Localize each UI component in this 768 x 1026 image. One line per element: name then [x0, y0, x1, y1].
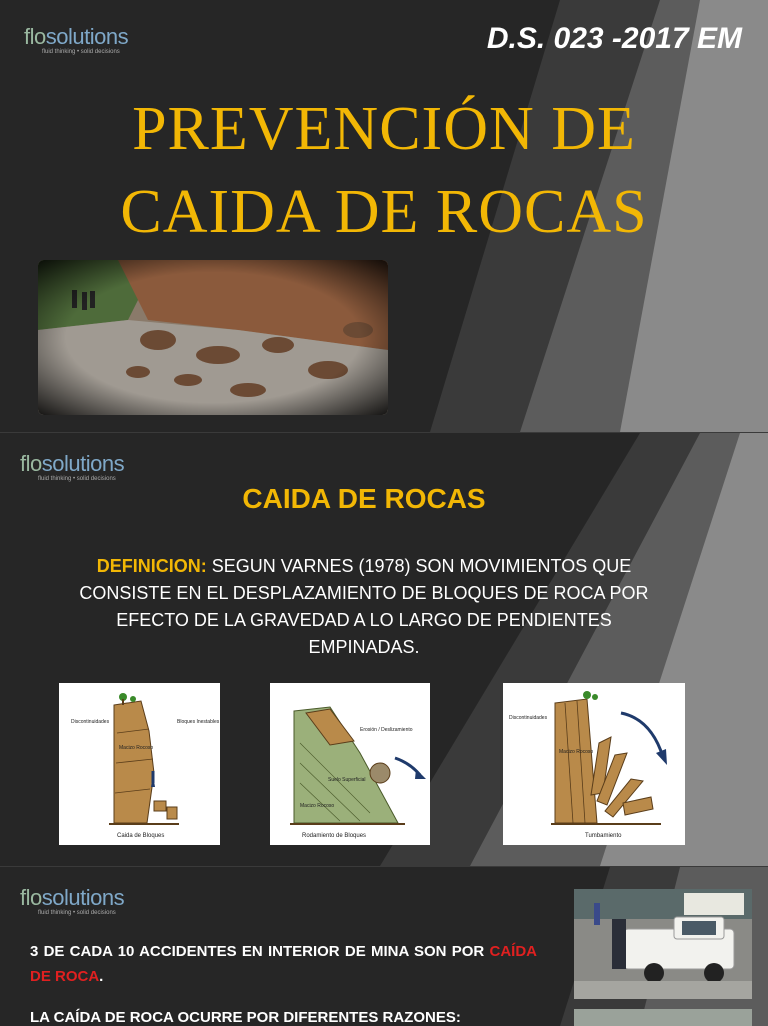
- company-logo: [20, 887, 124, 916]
- diagram-3-label-2: Macizo Rocoso: [559, 749, 594, 755]
- slide-statistics: [0, 866, 768, 1026]
- statistic-text: 3 DE CADA 10 ACCIDENTES EN INTERIOR DE MINA SON POR: [30, 943, 485, 960]
- diagram-block-roll: [270, 683, 430, 845]
- statistic-highlight: CAÍDA DE ROCA: [30, 943, 538, 985]
- accident-statistic: [30, 939, 537, 989]
- diagram-1-label-1: Discontinuidades: [71, 719, 110, 725]
- company-logo: [20, 453, 124, 482]
- logo-tagline: fluid thinking • solid decisions: [38, 910, 116, 916]
- logo-brand-a: flo: [20, 451, 42, 476]
- logo-tagline: fluid thinking • solid decisions: [38, 476, 116, 482]
- diagram-1-caption: Caida de Bloques: [117, 833, 165, 839]
- logo-brand-b: solutions: [45, 24, 129, 49]
- reasons-heading: LA CAÍDA DE ROCA OCURRE POR DIFERENTES RAZONES:: [30, 1009, 461, 1026]
- diagram-1-label-3: Macizo Rocoso: [119, 745, 154, 751]
- diagram-toppling: [503, 683, 685, 845]
- regulation-code: D.S. 023 -2017 EM: [486, 22, 742, 55]
- logo-brand-b: solutions: [41, 885, 125, 910]
- page-title: [0, 88, 768, 254]
- definition-paragraph: [60, 553, 668, 661]
- diagram-2-label-1: Erosión / Deslizamiento: [360, 727, 413, 733]
- slide-title: [0, 0, 768, 432]
- diagram-2-label-2: Suelo Superficial: [328, 777, 366, 783]
- diagram-3-label-1: Discontinuidades: [509, 715, 548, 721]
- diagram-block-fall: [59, 683, 220, 845]
- logo-brand-b: solutions: [41, 451, 125, 476]
- diagram-1-label-2: Bloques Inestables: [177, 719, 220, 725]
- logo-tagline: fluid thinking • solid decisions: [42, 49, 120, 55]
- section-title: CAIDA DE ROCAS: [242, 483, 486, 514]
- statistic-end: .: [99, 968, 104, 985]
- rockfall-photo: [38, 260, 388, 415]
- diagram-2-label-3: Macizo Rocoso: [300, 803, 335, 809]
- diagram-2-caption: Rodamiento de Bloques: [302, 833, 367, 839]
- title-line-2: CAIDA DE ROCAS: [120, 178, 648, 247]
- slide-definition: [0, 432, 768, 866]
- mine-truck-photo: [574, 889, 752, 999]
- logo-brand-a: flo: [20, 885, 42, 910]
- definition-label: DEFINICION:: [96, 556, 207, 576]
- title-line-1: PREVENCIÓN DE: [132, 95, 636, 163]
- company-logo: [24, 26, 128, 55]
- definition-text: SEGUN VARNES (1978) SON MOVIMIENTOS QUE CONSISTE EN EL DESPLAZAMIENTO DE BLOQUES DE ROCA POR EFECTO DE LA GRAVEDAD A LO LARGO DE PENDIENTES EMPINADAS.: [79, 556, 649, 657]
- second-photo-partial: [574, 1009, 752, 1026]
- diagram-3-caption: Tumbamiento: [585, 833, 622, 839]
- logo-brand-a: flo: [24, 24, 46, 49]
